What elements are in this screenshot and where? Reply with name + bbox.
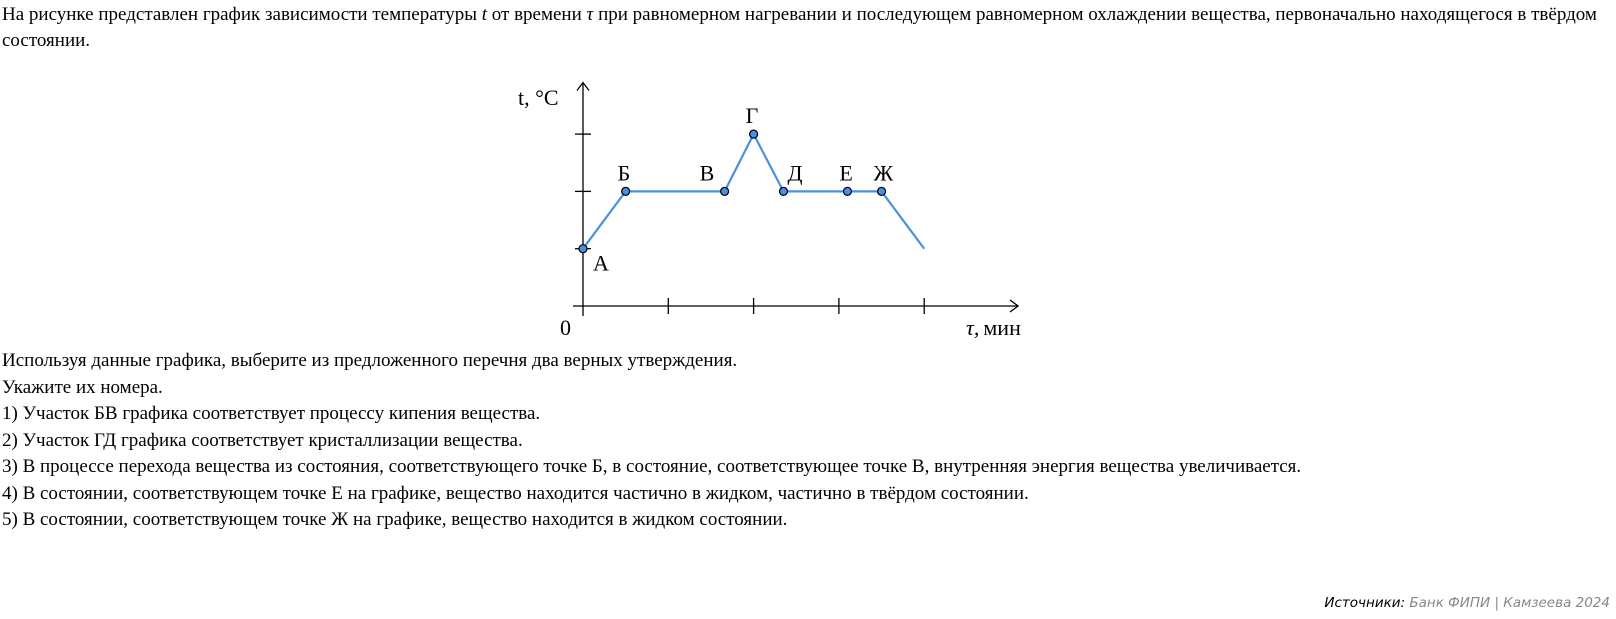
source-value: Банк ФИПИ | Камзеева 2024 [1409, 595, 1610, 611]
point-label: Б [617, 160, 631, 186]
point-label: В [699, 160, 715, 186]
point-marker [579, 245, 587, 253]
x-axis-label: τ, мин [966, 315, 1021, 340]
point-marker [721, 187, 729, 195]
source-line [1324, 595, 1610, 611]
option-1: 1) Участок БВ графика соответствует процессу кипения вещества. [2, 403, 541, 424]
intro-text: от времени [487, 4, 587, 25]
intro-text: На рисунке представлен график зависимости температуры [2, 4, 482, 25]
axes [573, 83, 1018, 316]
point-label: Г [745, 103, 759, 129]
point-marker [622, 187, 630, 195]
point-label: А [593, 250, 609, 276]
question [2, 348, 1502, 534]
point-label: Е [839, 160, 853, 186]
option-5: 5) В состоянии, соответствующем точке Ж на графике, вещество находится в жидком состоянии. [2, 509, 788, 530]
point-marker [878, 187, 886, 195]
temperature-line [583, 134, 924, 249]
question-prompt: Используя данные графика, выберите из предложенного перечня два верных утверждения. Укажите их номера. [2, 350, 738, 398]
graph-marks [579, 103, 924, 276]
point-marker [843, 187, 851, 195]
var-tau: τ [586, 4, 594, 25]
y-axis-label: t, °C [518, 85, 559, 110]
intro-text: при равномерном нагревании и последующем равномерном охлаждении вещества, первоначально находящегося в твёрдом состоянии. [2, 4, 1597, 51]
option-4: 4) В состоянии, соответствующем точке Е на графике, вещество находится частично в жидком, частично в твёрдом состоянии. [2, 482, 1029, 504]
origin-label: 0 [560, 315, 571, 340]
option-2: 2) Участок ГД графика соответствует кристаллизации вещества. [2, 429, 523, 451]
option-3: 3) В процессе перехода вещества из состояния, соответствующего точке Б, в состояние, соответствующее точке В, внутренняя энергия вещества увеличивается. [2, 456, 1302, 477]
point-marker [779, 187, 787, 195]
point-marker [750, 130, 758, 138]
source-label: Источники: [1324, 595, 1406, 611]
point-label: Ж [873, 160, 894, 186]
var-t: t [481, 4, 488, 25]
point-label: Д [787, 160, 803, 186]
